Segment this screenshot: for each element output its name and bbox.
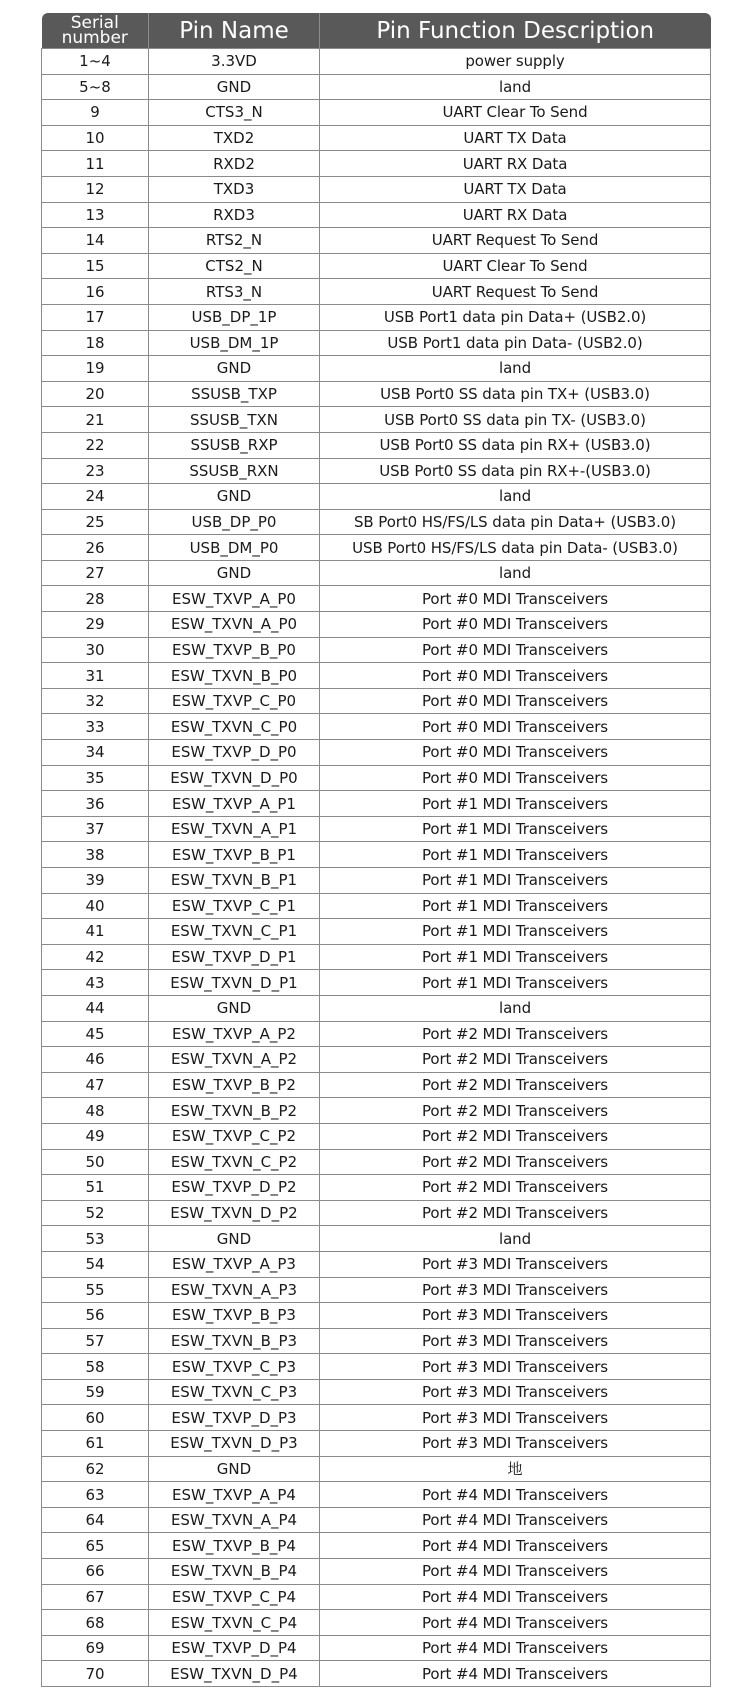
description-cell: Port #3 MDI Transceivers <box>320 1354 711 1380</box>
description-cell: Port #0 MDI Transceivers <box>320 765 711 791</box>
pin-name-cell: ESW_TXVN_D_P4 <box>149 1661 320 1687</box>
pin-name-cell: GND <box>149 1456 320 1482</box>
description-cell: Port #2 MDI Transceivers <box>320 1072 711 1098</box>
pin-name-cell: ESW_TXVN_A_P2 <box>149 1047 320 1073</box>
table-row <box>42 202 711 228</box>
description-cell: SB Port0 HS/FS/LS data pin Data+ (USB3.0) <box>320 509 711 535</box>
description-cell: Port #3 MDI Transceivers <box>320 1405 711 1431</box>
serial-cell: 40 <box>42 893 149 919</box>
table-row <box>42 995 711 1021</box>
pin-name-cell: ESW_TXVP_D_P2 <box>149 1175 320 1201</box>
description-cell: USB Port0 HS/FS/LS data pin Data- (USB3.0) <box>320 535 711 561</box>
serial-cell: 51 <box>42 1175 149 1201</box>
table-row <box>42 1149 711 1175</box>
description-cell: Port #4 MDI Transceivers <box>320 1610 711 1636</box>
serial-cell: 20 <box>42 381 149 407</box>
pin-name-cell: SSUSB_TXP <box>149 381 320 407</box>
description-cell: land <box>320 1226 711 1252</box>
table-row <box>42 816 711 842</box>
table-row <box>42 765 711 791</box>
pin-name-cell: GND <box>149 995 320 1021</box>
serial-cell: 59 <box>42 1379 149 1405</box>
pin-name-cell: ESW_TXVN_C_P4 <box>149 1610 320 1636</box>
description-cell: UART Request To Send <box>320 228 711 254</box>
serial-cell: 10 <box>42 125 149 151</box>
serial-cell: 61 <box>42 1431 149 1457</box>
header-serial-number <box>42 13 149 49</box>
pin-name-cell: SSUSB_TXN <box>149 407 320 433</box>
serial-cell: 44 <box>42 995 149 1021</box>
table-row <box>42 1200 711 1226</box>
serial-cell: 52 <box>42 1200 149 1226</box>
pin-name-cell: ESW_TXVP_D_P3 <box>149 1405 320 1431</box>
table-row <box>42 944 711 970</box>
table-row <box>42 509 711 535</box>
table-row <box>42 1175 711 1201</box>
description-cell: UART RX Data <box>320 151 711 177</box>
header-serial-line1: Serial <box>70 12 119 33</box>
serial-cell: 11 <box>42 151 149 177</box>
serial-cell: 15 <box>42 253 149 279</box>
table-row <box>42 791 711 817</box>
pin-name-cell: ESW_TXVP_A_P3 <box>149 1251 320 1277</box>
pin-name-cell: ESW_TXVN_C_P2 <box>149 1149 320 1175</box>
pin-name-cell: CTS2_N <box>149 253 320 279</box>
serial-cell: 13 <box>42 202 149 228</box>
pin-name-cell: GND <box>149 74 320 100</box>
table-row <box>42 1303 711 1329</box>
table-row <box>42 253 711 279</box>
table-row <box>42 919 711 945</box>
serial-cell: 16 <box>42 279 149 305</box>
pin-name-cell: RXD2 <box>149 151 320 177</box>
serial-cell: 29 <box>42 612 149 638</box>
serial-cell: 67 <box>42 1584 149 1610</box>
serial-cell: 41 <box>42 919 149 945</box>
pin-name-cell: USB_DM_1P <box>149 330 320 356</box>
description-cell: Port #1 MDI Transceivers <box>320 816 711 842</box>
description-cell: USB Port0 SS data pin TX+ (USB3.0) <box>320 381 711 407</box>
description-cell: Port #0 MDI Transceivers <box>320 637 711 663</box>
table-row <box>42 458 711 484</box>
pin-name-cell: GND <box>149 484 320 510</box>
serial-cell: 24 <box>42 484 149 510</box>
description-cell: Port #1 MDI Transceivers <box>320 893 711 919</box>
description-cell: USB Port1 data pin Data+ (USB2.0) <box>320 304 711 330</box>
serial-cell: 23 <box>42 458 149 484</box>
table-row <box>42 842 711 868</box>
description-cell: Port #4 MDI Transceivers <box>320 1482 711 1508</box>
description-cell: USB Port0 SS data pin RX+ (USB3.0) <box>320 432 711 458</box>
serial-cell: 50 <box>42 1149 149 1175</box>
serial-cell: 33 <box>42 714 149 740</box>
table-row <box>42 1635 711 1661</box>
pin-name-cell: ESW_TXVN_C_P0 <box>149 714 320 740</box>
table-row <box>42 663 711 689</box>
pin-name-cell: USB_DP_P0 <box>149 509 320 535</box>
pin-name-cell: ESW_TXVP_A_P2 <box>149 1021 320 1047</box>
table-row <box>42 432 711 458</box>
description-cell: Port #0 MDI Transceivers <box>320 740 711 766</box>
description-cell: Port #2 MDI Transceivers <box>320 1098 711 1124</box>
pin-name-cell: TXD2 <box>149 125 320 151</box>
serial-cell: 38 <box>42 842 149 868</box>
serial-cell: 37 <box>42 816 149 842</box>
table-row <box>42 49 711 75</box>
serial-cell: 58 <box>42 1354 149 1380</box>
pin-name-cell: GND <box>149 560 320 586</box>
table-row <box>42 868 711 894</box>
description-cell: Port #3 MDI Transceivers <box>320 1431 711 1457</box>
description-cell: USB Port1 data pin Data- (USB2.0) <box>320 330 711 356</box>
serial-cell: 31 <box>42 663 149 689</box>
pin-name-cell: ESW_TXVP_B_P3 <box>149 1303 320 1329</box>
serial-cell: 35 <box>42 765 149 791</box>
table-row <box>42 381 711 407</box>
serial-cell: 63 <box>42 1482 149 1508</box>
pin-name-cell: ESW_TXVP_C_P4 <box>149 1584 320 1610</box>
pin-name-cell: ESW_TXVP_D_P1 <box>149 944 320 970</box>
serial-cell: 12 <box>42 176 149 202</box>
header-serial-line2: number <box>61 27 128 48</box>
pin-name-cell: ESW_TXVP_A_P0 <box>149 586 320 612</box>
pin-name-cell: 3.3VD <box>149 49 320 75</box>
description-cell: land <box>320 356 711 382</box>
pin-name-cell: ESW_TXVP_B_P1 <box>149 842 320 868</box>
pin-name-cell: USB_DP_1P <box>149 304 320 330</box>
table-row <box>42 740 711 766</box>
pin-name-cell: ESW_TXVN_A_P0 <box>149 612 320 638</box>
table-row <box>42 1482 711 1508</box>
pin-name-cell: ESW_TXVP_D_P0 <box>149 740 320 766</box>
pin-name-cell: ESW_TXVP_A_P4 <box>149 1482 320 1508</box>
description-cell: Port #2 MDI Transceivers <box>320 1200 711 1226</box>
description-cell: UART RX Data <box>320 202 711 228</box>
pin-name-cell: ESW_TXVN_D_P1 <box>149 970 320 996</box>
description-cell: 地 <box>320 1456 711 1482</box>
table-body <box>42 49 711 1687</box>
description-cell: land <box>320 995 711 1021</box>
description-cell: Port #1 MDI Transceivers <box>320 791 711 817</box>
serial-cell: 1~4 <box>42 49 149 75</box>
description-cell: Port #2 MDI Transceivers <box>320 1175 711 1201</box>
table-row <box>42 714 711 740</box>
serial-cell: 27 <box>42 560 149 586</box>
table-row <box>42 176 711 202</box>
serial-cell: 18 <box>42 330 149 356</box>
description-cell: land <box>320 484 711 510</box>
description-cell: Port #1 MDI Transceivers <box>320 919 711 945</box>
table-row <box>42 1123 711 1149</box>
pin-name-cell: ESW_TXVN_A_P1 <box>149 816 320 842</box>
table-row <box>42 1251 711 1277</box>
pin-name-cell: CTS3_N <box>149 100 320 126</box>
serial-cell: 17 <box>42 304 149 330</box>
description-cell: UART Clear To Send <box>320 100 711 126</box>
pin-name-cell: SSUSB_RXN <box>149 458 320 484</box>
description-cell: Port #0 MDI Transceivers <box>320 663 711 689</box>
description-cell: Port #3 MDI Transceivers <box>320 1277 711 1303</box>
table-row <box>42 560 711 586</box>
description-cell: Port #4 MDI Transceivers <box>320 1507 711 1533</box>
serial-cell: 48 <box>42 1098 149 1124</box>
pin-name-cell: GND <box>149 356 320 382</box>
description-cell: land <box>320 74 711 100</box>
table-row <box>42 637 711 663</box>
header-pin-name: Pin Name <box>149 13 320 49</box>
serial-cell: 69 <box>42 1635 149 1661</box>
header-pin-description: Pin Function Description <box>320 13 711 49</box>
table-row <box>42 586 711 612</box>
description-cell: Port #2 MDI Transceivers <box>320 1047 711 1073</box>
serial-cell: 14 <box>42 228 149 254</box>
table-row <box>42 1610 711 1636</box>
serial-cell: 65 <box>42 1533 149 1559</box>
table-row <box>42 407 711 433</box>
serial-cell: 53 <box>42 1226 149 1252</box>
description-cell: Port #1 MDI Transceivers <box>320 944 711 970</box>
table-row <box>42 1021 711 1047</box>
table-row <box>42 1379 711 1405</box>
description-cell: Port #3 MDI Transceivers <box>320 1328 711 1354</box>
serial-cell: 28 <box>42 586 149 612</box>
table-row <box>42 1431 711 1457</box>
pin-name-cell: ESW_TXVP_D_P4 <box>149 1635 320 1661</box>
pin-name-cell: SSUSB_RXP <box>149 432 320 458</box>
pin-name-cell: ESW_TXVN_D_P2 <box>149 1200 320 1226</box>
pin-name-cell: RXD3 <box>149 202 320 228</box>
description-cell: Port #0 MDI Transceivers <box>320 714 711 740</box>
pin-name-cell: ESW_TXVN_B_P3 <box>149 1328 320 1354</box>
pin-name-cell: GND <box>149 1226 320 1252</box>
table-row <box>42 356 711 382</box>
serial-cell: 49 <box>42 1123 149 1149</box>
pin-name-cell: ESW_TXVN_C_P3 <box>149 1379 320 1405</box>
description-cell: Port #4 MDI Transceivers <box>320 1661 711 1687</box>
serial-cell: 43 <box>42 970 149 996</box>
description-cell: power supply <box>320 49 711 75</box>
table-row <box>42 893 711 919</box>
serial-cell: 22 <box>42 432 149 458</box>
description-cell: Port #4 MDI Transceivers <box>320 1584 711 1610</box>
pin-table <box>41 13 711 1687</box>
table-row <box>42 1456 711 1482</box>
description-cell: UART TX Data <box>320 176 711 202</box>
table-row <box>42 125 711 151</box>
pin-name-cell: ESW_TXVP_B_P0 <box>149 637 320 663</box>
description-cell: Port #2 MDI Transceivers <box>320 1149 711 1175</box>
pin-name-cell: ESW_TXVN_B_P1 <box>149 868 320 894</box>
table-row <box>42 1226 711 1252</box>
table-row <box>42 612 711 638</box>
table-row <box>42 1533 711 1559</box>
table-row <box>42 535 711 561</box>
description-cell: UART TX Data <box>320 125 711 151</box>
description-cell: Port #1 MDI Transceivers <box>320 970 711 996</box>
description-cell: Port #3 MDI Transceivers <box>320 1379 711 1405</box>
description-cell: Port #1 MDI Transceivers <box>320 842 711 868</box>
table-row <box>42 1354 711 1380</box>
description-cell: Port #0 MDI Transceivers <box>320 688 711 714</box>
serial-cell: 54 <box>42 1251 149 1277</box>
table-row <box>42 970 711 996</box>
serial-cell: 30 <box>42 637 149 663</box>
pin-name-cell: ESW_TXVN_D_P0 <box>149 765 320 791</box>
serial-cell: 62 <box>42 1456 149 1482</box>
pin-name-cell: ESW_TXVN_A_P4 <box>149 1507 320 1533</box>
table-row <box>42 330 711 356</box>
description-cell: Port #3 MDI Transceivers <box>320 1251 711 1277</box>
serial-cell: 70 <box>42 1661 149 1687</box>
pin-name-cell: ESW_TXVN_C_P1 <box>149 919 320 945</box>
serial-cell: 19 <box>42 356 149 382</box>
pin-name-cell: ESW_TXVP_B_P2 <box>149 1072 320 1098</box>
serial-cell: 68 <box>42 1610 149 1636</box>
pin-name-cell: ESW_TXVP_C_P0 <box>149 688 320 714</box>
serial-cell: 34 <box>42 740 149 766</box>
table-row <box>42 1277 711 1303</box>
pin-name-cell: ESW_TXVP_C_P2 <box>149 1123 320 1149</box>
table-row <box>42 74 711 100</box>
description-cell: Port #4 MDI Transceivers <box>320 1533 711 1559</box>
description-cell: Port #2 MDI Transceivers <box>320 1123 711 1149</box>
description-cell: Port #0 MDI Transceivers <box>320 612 711 638</box>
table-row <box>42 1328 711 1354</box>
table-row <box>42 100 711 126</box>
serial-cell: 46 <box>42 1047 149 1073</box>
serial-cell: 26 <box>42 535 149 561</box>
description-cell: UART Request To Send <box>320 279 711 305</box>
pin-name-cell: ESW_TXVN_B_P2 <box>149 1098 320 1124</box>
serial-cell: 66 <box>42 1559 149 1585</box>
table-row <box>42 304 711 330</box>
table-row <box>42 484 711 510</box>
serial-cell: 60 <box>42 1405 149 1431</box>
pin-name-cell: RTS3_N <box>149 279 320 305</box>
pin-name-cell: ESW_TXVP_B_P4 <box>149 1533 320 1559</box>
serial-cell: 47 <box>42 1072 149 1098</box>
description-cell: Port #4 MDI Transceivers <box>320 1635 711 1661</box>
pin-name-cell: RTS2_N <box>149 228 320 254</box>
table-row <box>42 151 711 177</box>
table-row <box>42 279 711 305</box>
serial-cell: 56 <box>42 1303 149 1329</box>
pin-name-cell: ESW_TXVP_A_P1 <box>149 791 320 817</box>
pin-name-cell: ESW_TXVN_B_P0 <box>149 663 320 689</box>
table-row <box>42 1405 711 1431</box>
table-row <box>42 1661 711 1687</box>
table-row <box>42 1047 711 1073</box>
description-cell: Port #0 MDI Transceivers <box>320 586 711 612</box>
serial-cell: 39 <box>42 868 149 894</box>
table-header <box>42 13 711 49</box>
header-row <box>42 13 711 49</box>
description-cell: Port #4 MDI Transceivers <box>320 1559 711 1585</box>
description-cell: UART Clear To Send <box>320 253 711 279</box>
serial-cell: 25 <box>42 509 149 535</box>
description-cell: USB Port0 SS data pin RX+-(USB3.0) <box>320 458 711 484</box>
pin-name-cell: ESW_TXVN_B_P4 <box>149 1559 320 1585</box>
pin-name-cell: ESW_TXVP_C_P1 <box>149 893 320 919</box>
serial-cell: 9 <box>42 100 149 126</box>
serial-cell: 45 <box>42 1021 149 1047</box>
serial-cell: 42 <box>42 944 149 970</box>
pin-name-cell: TXD3 <box>149 176 320 202</box>
serial-cell: 21 <box>42 407 149 433</box>
serial-cell: 55 <box>42 1277 149 1303</box>
pin-name-cell: ESW_TXVP_C_P3 <box>149 1354 320 1380</box>
description-cell: Port #1 MDI Transceivers <box>320 868 711 894</box>
table-row <box>42 1072 711 1098</box>
description-cell: USB Port0 SS data pin TX- (USB3.0) <box>320 407 711 433</box>
serial-cell: 5~8 <box>42 74 149 100</box>
serial-cell: 32 <box>42 688 149 714</box>
serial-cell: 57 <box>42 1328 149 1354</box>
pin-name-cell: ESW_TXVN_A_P3 <box>149 1277 320 1303</box>
table-row <box>42 228 711 254</box>
table-row <box>42 1098 711 1124</box>
table-row <box>42 688 711 714</box>
description-cell: Port #3 MDI Transceivers <box>320 1303 711 1329</box>
pin-name-cell: ESW_TXVN_D_P3 <box>149 1431 320 1457</box>
description-cell: Port #2 MDI Transceivers <box>320 1021 711 1047</box>
table-row <box>42 1559 711 1585</box>
table-row <box>42 1507 711 1533</box>
table-row <box>42 1584 711 1610</box>
serial-cell: 64 <box>42 1507 149 1533</box>
serial-cell: 36 <box>42 791 149 817</box>
pin-name-cell: USB_DM_P0 <box>149 535 320 561</box>
description-cell: land <box>320 560 711 586</box>
